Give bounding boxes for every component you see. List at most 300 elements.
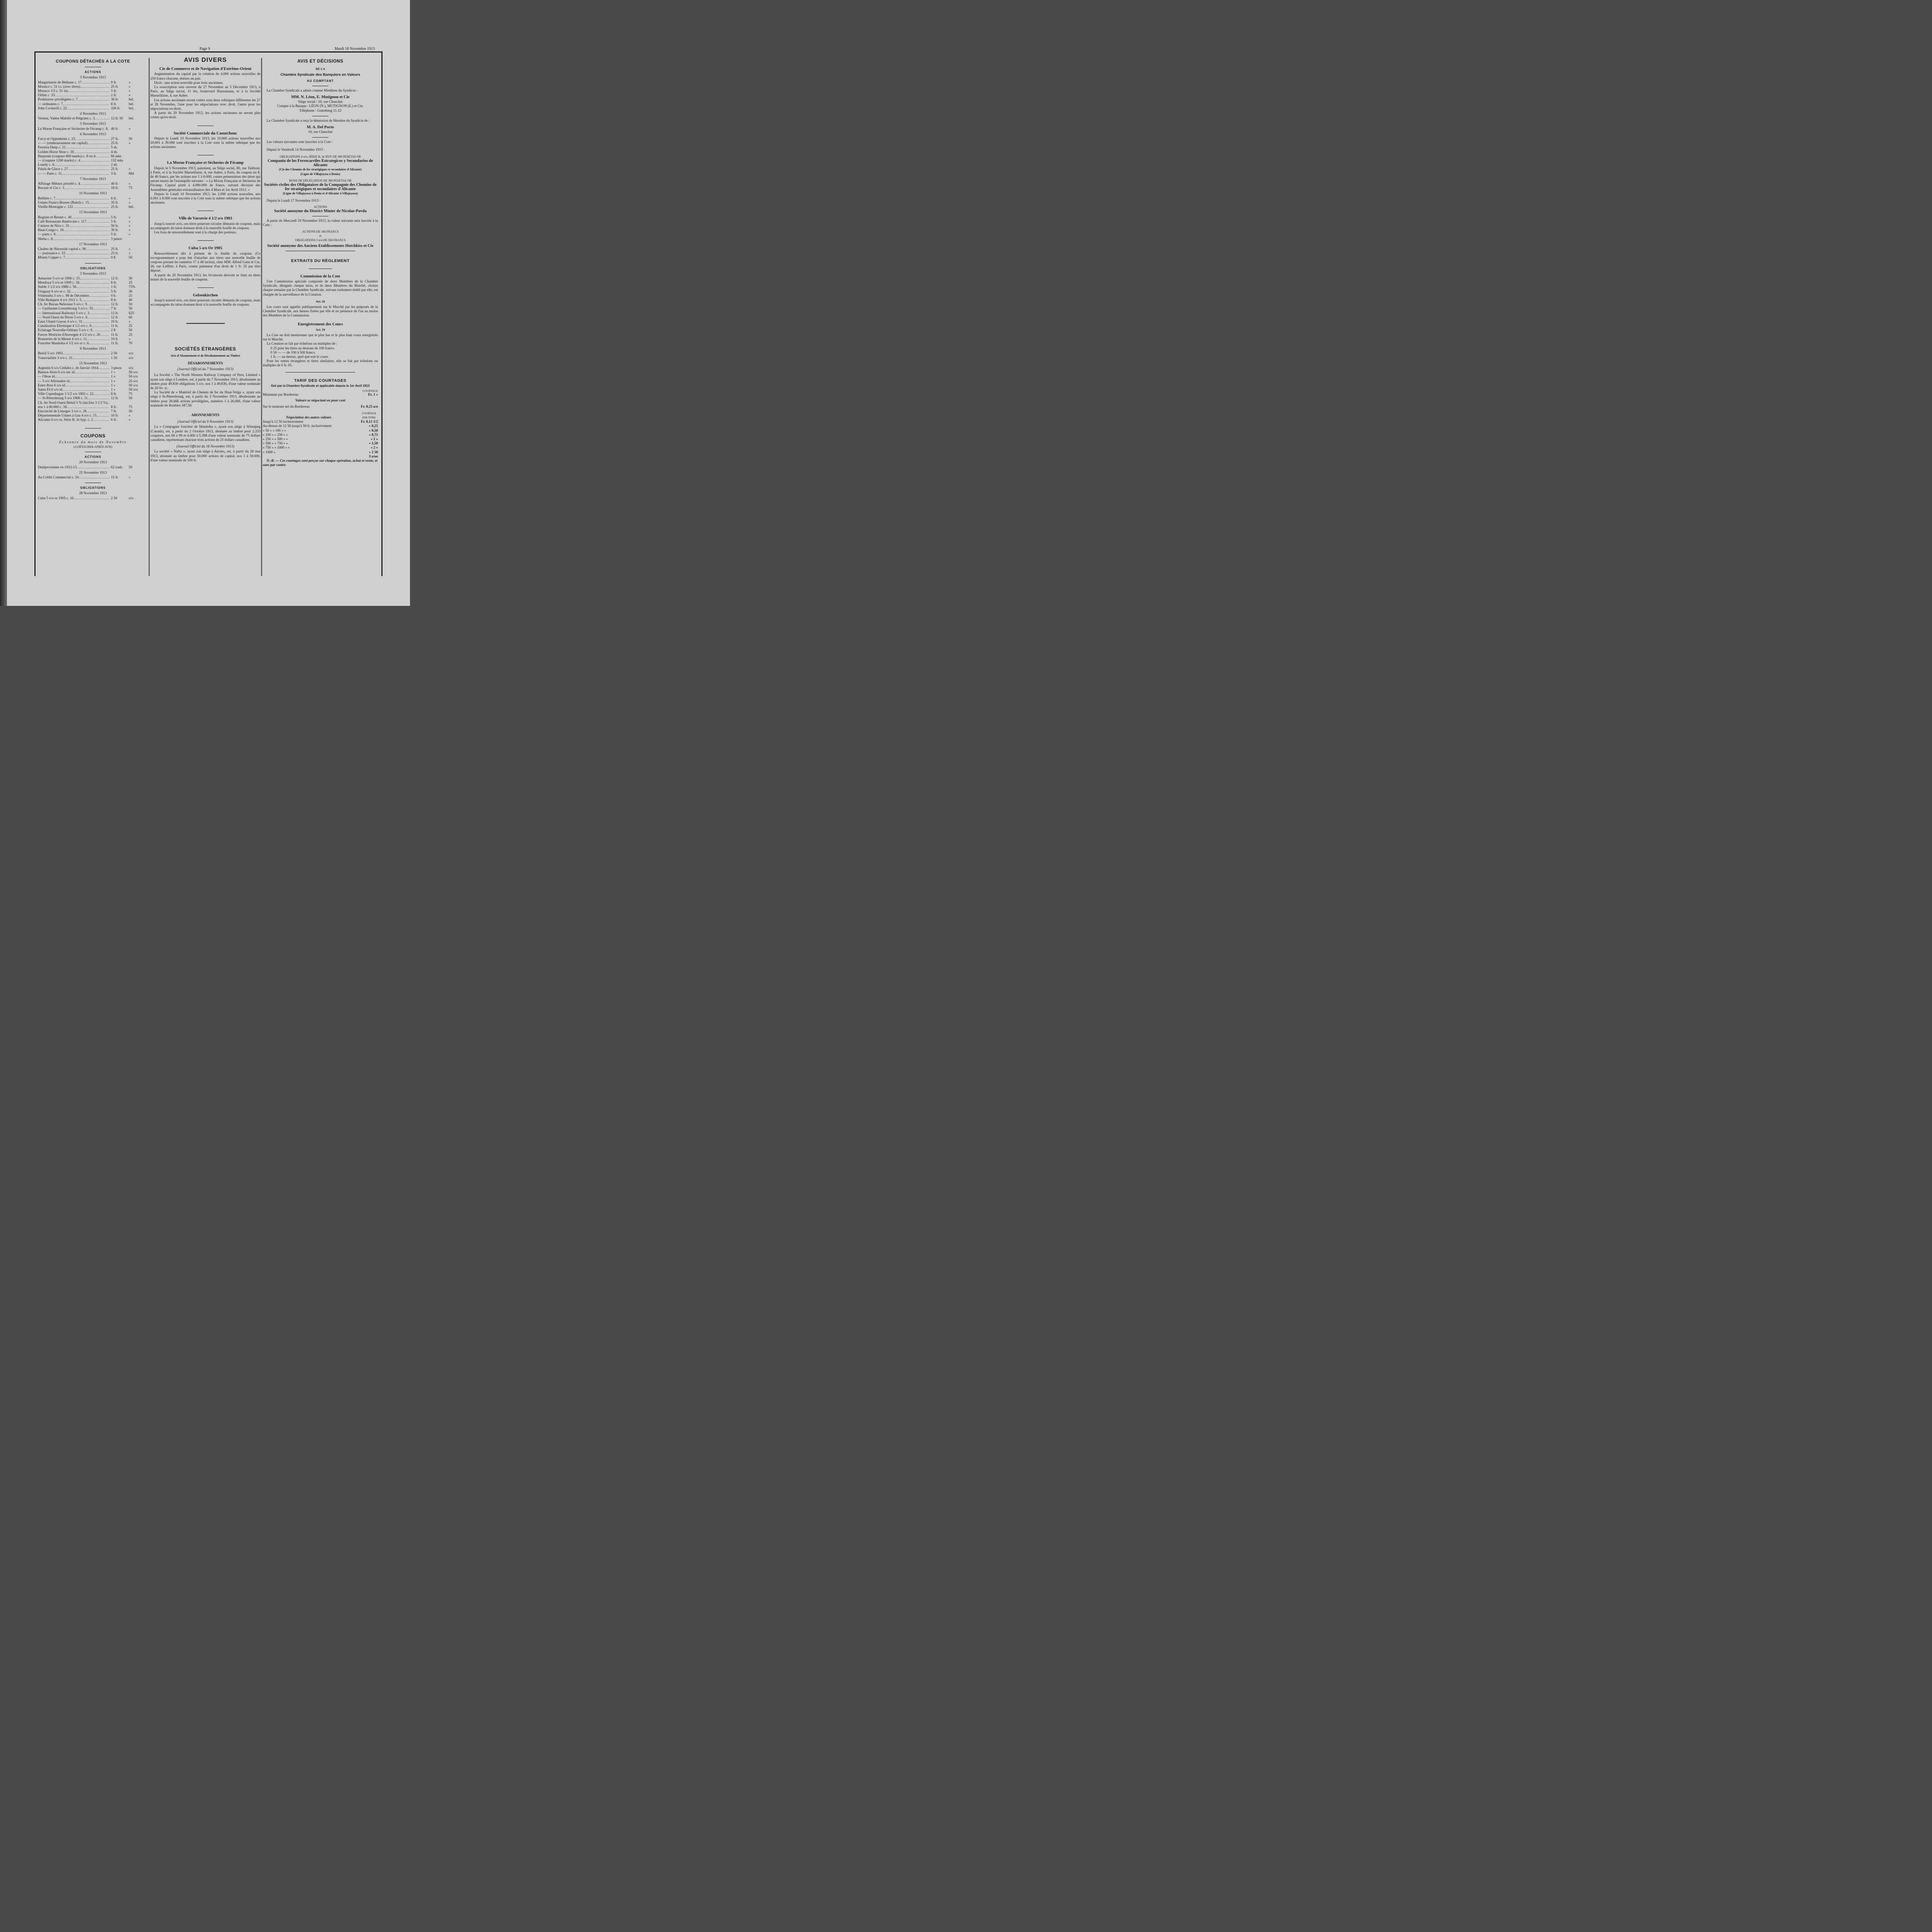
coupon-row (38, 356, 148, 361)
leader-dots (70, 290, 109, 294)
notice-paragraph: Depuis le 5 Novembre 1913, paiement, au Siège social, 80, rue Taitbout, à Paris, et à la Société Marseillaise, 4, rue Auber, à Paris, du coupon no 8, de 40 francs, par les actions nos 1 à 6.000, contre présentation des titres qui seront munis de l'estampille suivante : « La Morue Française et Sècheries de Fécamp. Capital porté à 4.000.000 de francs, suivant décision des Assemblées générales extraordinaires des 4 Mars et 1er Avril 1913. » (150, 166, 260, 192)
coupon-unit: » (129, 247, 131, 251)
notice-paragraph: Les actions anciennes seront cotées sous deux rubriques différentes les 27 et 28 Novembre, l'une pour les négociations avec droit, l'autre pour les négociations ex-droit. (150, 98, 260, 111)
notice-paragraph: Jusqu'à nouvel avis, ces titres pourront circuler démunis de coupons, mais accompagnés du talon donnant droit à la nouvelle feuille de coupons. (150, 222, 260, 230)
notice-body (150, 299, 260, 307)
notice-paragraph: A partir du 29 Novembre 1913, les actions anciennes ne seront plus cotées qu'ex-droit. (150, 111, 260, 120)
divider (197, 240, 214, 241)
coupon-amount: 132 mks (111, 159, 123, 163)
coupon-unit: » (129, 141, 131, 146)
coupon-name: Margarinerie de Béthune c. 17 (38, 80, 82, 85)
tarif-value: Fr. 1 » (368, 393, 378, 397)
coupon-amount: 25 fr. (111, 205, 119, 209)
coupon-amount: 5 sh. (111, 146, 118, 150)
date-heading: 15 Novembre 1913 (79, 361, 107, 366)
coupon-value (109, 220, 148, 224)
notice-paragraph: La société « Nafta », ayant son siège à Anvers, est, à partir du 28 mai 1913, abonnée au timbre pour 50.000 actions de capital, nos 1 à 50.000, d'une valeur nominale de 100 fr. (150, 450, 260, 463)
coupon-row (38, 216, 148, 220)
paragraph: A partir du Mercredi 19 Novembre 1913, la valeur suivante sera inscrite à la Cote : (263, 219, 378, 228)
coupon-unit: 60 (129, 315, 133, 320)
coupon-unit: o/o (129, 366, 133, 370)
paragraph: Une Commission spéciale composée de deux Membres de la Chambre Syndicale, désignés chaque mois, et de deux Membres du Marché, choisis chaque semaine par la Chambre Syndicale, suivant roulement établi par elle, est chargée de la surveillance de la Cotation. (263, 279, 378, 297)
coupon-name: Ch. fer Buzau-Nehoiasu 5 o/o c. 9 (38, 303, 87, 307)
coupon-value (109, 388, 148, 392)
leader-dots (79, 281, 109, 285)
coupon-name: Farcy et Oppenheim c. 23 (38, 137, 75, 141)
coupon-unit: » (129, 85, 131, 89)
coupon-amount: 2 50 (111, 496, 117, 500)
coupon-name: — Nord-Ouest du Pérou 5 o/o c. 6 (38, 315, 88, 320)
coupon-value (109, 233, 148, 237)
notice-title: Société Commerciale du Caoutchouc (173, 131, 237, 136)
coupon-row (38, 405, 148, 410)
coupon-value (109, 127, 148, 131)
coupon-unit: » (129, 252, 131, 256)
coupon-amount: 12 fr. (111, 303, 119, 307)
coupon-amount: 2 fr. (111, 94, 117, 98)
list-item: 0 25 pour les titres au dessous de 100 francs. (270, 346, 335, 350)
coupon-amount: 12 fr. (111, 396, 119, 401)
tarif-row (263, 446, 378, 450)
coupon-amount: 1 fr. (111, 285, 117, 289)
notice-body (150, 252, 260, 282)
coupon-name: Ferreira Deep c. 21 (38, 146, 66, 150)
leader-dots (77, 466, 109, 470)
coupon-name: Casinos de Nice c. 10 (38, 224, 69, 228)
coupon-row (38, 182, 148, 186)
coupon-unit: » (129, 182, 131, 186)
leader-dots (72, 356, 109, 361)
coupon-name: — St-Pétersbourg 5 o/o 1908 c. 11 (38, 396, 88, 401)
coupon-name: Eaux Chatel Guyon 4 o/o c. 31 (38, 320, 82, 324)
leader-dots (87, 337, 109, 342)
coupon-unit: » (129, 80, 131, 85)
coupon-name: Lonely c. 6 (38, 163, 54, 167)
leader-dots (76, 285, 109, 289)
coupon-amount: 2 $ (111, 328, 116, 333)
subsection-title: OBLIGATIONS (80, 486, 106, 490)
coupon-row (38, 159, 148, 163)
paragraph: La Cote ne doit mentionner que le plus bas et le plus haut cours enregistrés sur le Marché. (263, 333, 378, 342)
section-subtitle: Avis d'Abonnement et de Désabonnement au Timbre (170, 354, 240, 357)
leader-dots (89, 201, 109, 205)
coupon-name: Forces Motrices d'Auvergne 4 1/2 o/o c. 20 (38, 333, 100, 337)
paragraph: Depuis le Lundi 17 Novembre 1913 : (267, 199, 320, 203)
leader-dots (67, 107, 109, 111)
leader-dots (95, 155, 109, 159)
coupon-name: Départementale Usines à Gaz 4 o/o c. 15 (38, 414, 97, 418)
leader-dots (93, 418, 109, 422)
notice-title: Cie de Commerce et de Navigation d'Extrême-Orient (159, 67, 252, 71)
coupon-row (38, 205, 148, 209)
coupon-value (109, 366, 148, 371)
coupon-unit: 50 (129, 256, 133, 260)
paragraph: La Chambre Syndicale a reçu la démission de Membre du Syndicat de : (267, 119, 370, 123)
paragraph: Depuis le Vendredi 14 Novembre 1913 : (267, 148, 325, 152)
coupon-row (38, 375, 148, 379)
section-title: EXTRAITS DU RÈGLEMENT (291, 258, 350, 263)
coupon-value (109, 384, 148, 388)
tarif-table (263, 420, 378, 459)
coupon-unit: 50 (129, 137, 133, 141)
coupon-value (109, 224, 148, 228)
coupon-row (38, 107, 148, 111)
coupon-name: Bellière c. 7 (38, 196, 56, 201)
coupon-row (38, 328, 148, 333)
tarif-subhead: Négociation des autres valeurs (286, 415, 332, 420)
coupon-row (38, 224, 148, 228)
page-header (35, 46, 375, 52)
coupon-amount: 0 $ (111, 256, 116, 260)
leader-dots (69, 224, 109, 228)
coupon-name: Usines Franco-Russes (Baird) c. 15 (38, 201, 89, 205)
coupon-list (38, 497, 148, 501)
coupon-name: Electricité de Limoges 3 o/o c. 28 (38, 410, 87, 414)
coupon-value (109, 85, 148, 89)
coupon-row (38, 324, 148, 328)
coupon-amount: 5 fr. (111, 219, 117, 224)
coupon-unit: bel. (129, 98, 134, 102)
coupon-row (38, 396, 148, 401)
coupon-unit: » (129, 196, 131, 201)
coupon-row (38, 150, 148, 155)
company-name: Société anonyme des Anciens Etablissements Hotchkiss et Cie (267, 244, 374, 248)
coupon-value (109, 392, 148, 396)
coupon-unit: bel. (129, 106, 134, 111)
coupon-unit: 25 (129, 324, 133, 328)
section-title: AVIS ET DÉCISIONS (297, 59, 344, 64)
coupon-amount: 1 » (111, 379, 116, 383)
tarif-row (263, 451, 378, 455)
coupon-value (109, 163, 148, 167)
line-note: (Ligne de Villajoyosa à Denia et d'Alicante à Villajoyosa) (283, 192, 358, 196)
coupon-row (38, 85, 148, 89)
coupon-name: Amazone 5 o/o or 1906 c. 15 (38, 276, 80, 281)
notice-body (150, 167, 260, 206)
coupon-list (38, 476, 148, 480)
date-heading: 10 Novembre 1913 (79, 192, 107, 196)
coupon-row (38, 384, 148, 388)
coupon-value (109, 256, 148, 260)
coupon-row (38, 252, 148, 256)
coupon-amount: 30 fr. (111, 98, 119, 102)
member-address: 10, rue Chauchat (308, 130, 333, 134)
notice-paragraph: Les frais de renouvellement sont à la charge des porteurs. (154, 231, 237, 235)
coupon-amount: 30 fr. (111, 228, 119, 233)
coupon-name: Sheba c. 8 (38, 237, 53, 241)
coupon-row (38, 388, 148, 392)
coupon-value (109, 281, 148, 285)
coupon-value (109, 137, 148, 141)
leader-dots (71, 216, 109, 220)
coupon-value (109, 228, 148, 233)
coupon-amount: 15 fr. (111, 476, 119, 480)
coupon-name: Dniéprovienne ex-1912-13 (38, 465, 77, 469)
coupon-value (109, 146, 148, 150)
line-note: (Ligne de Villajoyosa à Denia) (300, 172, 340, 176)
leader-dots (86, 247, 109, 252)
date-heading: 17 Novembre 1913 (79, 242, 107, 247)
coupon-row (38, 410, 148, 414)
coupon-unit: 40 (129, 298, 133, 302)
list-item: 0 50 — — de 100 à 500 francs. (270, 350, 316, 355)
column-avis-divers (150, 57, 260, 463)
notice-paragraph: Droit : une action nouvelle pour trois anciennes. (154, 81, 224, 85)
coupon-name: Buenos Aires 6 o/o int. id. (38, 371, 76, 375)
chambre-title: Chambre Syndicale des Banquiers en Valeurs (280, 73, 361, 77)
tarif-row (263, 433, 378, 437)
notice-paragraph: Renouvellement dès à présent de la feuille de coupons (Ce recouponnement a pour but d'attacher aux titres une nouvelle feuille de coupons portant les numéros 17 à 48 inclus), chez MM. Alfred Gans et Cie, 26, rue Laffitte, à Paris, contre paiement d'un droit de 1 fr. 25 par titre déposé. (150, 252, 260, 273)
leader-dots (80, 85, 109, 89)
notice-body (150, 373, 260, 408)
subsection-title: AU COMPTANT (307, 79, 334, 83)
leader-dots (75, 137, 109, 141)
company-name: Société anonyme du District Minier de Nicolae-Pavda (274, 209, 367, 214)
coupon-value (109, 159, 148, 163)
listing-line: ACTIONS (313, 205, 327, 209)
tarif-value: » 1,50 (369, 442, 378, 446)
coupon-name: Suède 3 1/2 o/o 1886 c. 56 (38, 285, 77, 289)
leader-dots (87, 303, 109, 307)
coupon-name: Vénézuéla 3 o/o c. 98 de Décembre (38, 294, 89, 298)
coupon-row (38, 127, 148, 131)
coupon-amount: 2 50 (111, 352, 117, 356)
coupon-unit: 50 o/o (129, 375, 138, 379)
coupon-name: — ordinaires c. 7 (38, 102, 63, 106)
coupon-value (109, 342, 148, 346)
coupon-value (109, 167, 148, 172)
leader-dots (65, 252, 109, 256)
coupon-unit: » (129, 476, 131, 480)
coupon-amount: 25 fr. (111, 247, 119, 251)
coupon-name: Palais de Glace c. 27 (38, 167, 68, 172)
coupon-value (109, 303, 148, 307)
coupon-row (38, 352, 148, 356)
coupon-unit: 75 (129, 186, 133, 190)
coupon-unit: 75 (129, 392, 133, 396)
subsection-title: ABONNEMENTS (191, 413, 219, 417)
coupon-row (38, 414, 148, 418)
leader-dots (91, 324, 109, 328)
leader-dots (69, 89, 109, 94)
coupon-amount: 40 fr. (111, 182, 119, 186)
coupon-value (109, 410, 148, 414)
coupon-name: — Guillaume Luxembourg 3 o/o c. 55 (38, 307, 93, 311)
coupon-unit: » (129, 219, 131, 224)
coupon-unit: 50 o/o (129, 388, 138, 392)
leader-dots (63, 102, 109, 107)
coupon-value (109, 324, 148, 328)
leader-dots (87, 141, 109, 146)
section-subtitle: fixé par la Chambre Syndicale et applicable depuis le 1er Avril 1913 (271, 384, 370, 388)
coupon-list (38, 352, 148, 360)
notice-paragraph: Jusqu'à nouvel avis, ces titres pourront circuler démunis de coupons, mais accompagnés du talon donnant droit à la nouvelle feuille de coupons. (150, 299, 260, 307)
coupon-value (109, 356, 148, 361)
section-title: TARIF DES COURTAGES (294, 378, 347, 383)
coupon-unit: » (129, 224, 131, 228)
firm-name: MM. N. Léon, E. Mutignon et Cie (291, 95, 350, 100)
coupon-amount: 7 fr. (111, 410, 117, 414)
coupon-amount: 62 roub. (111, 465, 123, 469)
coupon-amount: 5 fr. (111, 89, 117, 94)
coupon-row (38, 197, 148, 201)
leader-dots (92, 328, 109, 333)
leader-dots (74, 150, 109, 155)
coupon-row (38, 155, 148, 159)
coupon-name: Bognier et Burnet c. 40 (38, 215, 72, 219)
coupon-amount: 3 pence (111, 237, 122, 241)
tarif-row (263, 405, 378, 409)
date-heading: 28 Novembre 1913 (79, 492, 107, 496)
coupon-amount: 12 fr. (111, 315, 119, 320)
leader-dots (79, 476, 109, 480)
coupon-amount: 3 pesos (111, 366, 122, 370)
coupon-value (109, 216, 148, 220)
coupon-amount: 100 fr. (111, 106, 121, 111)
coupon-amount: 6 fr. (111, 418, 117, 422)
header-date: Mardi 18 Novembre 1913 (334, 47, 375, 51)
coupon-amount: 1 » (111, 371, 116, 375)
leader-dots (63, 388, 109, 392)
coupon-value (109, 150, 148, 155)
coupon-value (109, 197, 148, 201)
leader-dots (98, 366, 109, 371)
rule-title: Enregistrement des Cours (298, 322, 343, 327)
date-heading: 6 Novembre 1913 (80, 132, 106, 136)
column-label: COURTAGE (362, 389, 378, 393)
listing-line: ACTIONS DE 100 FRANCS (302, 230, 339, 233)
coupon-name: — (coupure 1200 marks) c. 4 (38, 159, 80, 163)
coupon-name: Bocuze et Cie c. 3 (38, 186, 64, 190)
leader-dots (87, 410, 109, 414)
coupon-value (109, 205, 148, 209)
tarif-label: » 750 » » 1000 » » (263, 446, 290, 450)
coupon-amount: 27 fr. (111, 137, 119, 141)
coupon-row (38, 290, 148, 294)
coupon-amount: 5 fr. (111, 215, 117, 219)
coupon-unit: 75% (129, 285, 136, 289)
tarif-value: » 2 » (371, 446, 378, 450)
coupon-name: Transvaalien 3 o/o c. 21 (38, 356, 73, 360)
coupon-value (109, 252, 148, 256)
coupon-row (38, 401, 148, 405)
leader-dots (66, 146, 109, 150)
paragraph: Pour les rentes étrangères et titres similaires, elle se fait par échelons ou multiples de 0 fr. 05. (263, 359, 378, 368)
coupon-name: Au Crédit Commercial c. 10 (38, 476, 79, 480)
paragraph: Les cours sont appelés publiquement sur le Marché par les préposés de la Chambre Syndicale, aux heures fixées par elle et en présence de l'un au moins des Membres de la Commission. (263, 305, 378, 318)
date-heading: 25 Novembre 1913 (79, 471, 107, 475)
coupon-unit: » (129, 127, 131, 131)
notice-title: La Morue Française et Sècheries de Fécamp (167, 161, 244, 165)
coupon-amount: 7 fr. (111, 307, 117, 311)
subsection-title: OBLIGATIONS (80, 266, 106, 270)
leader-dots (87, 316, 109, 320)
coupon-value (109, 320, 148, 324)
coupon-name: Vieille-Montagne c. 122 (38, 205, 73, 209)
leader-dots (89, 342, 109, 346)
divider (85, 428, 101, 429)
coupon-list (38, 117, 148, 121)
coupon-unit: 25 (129, 281, 133, 285)
leader-dots (62, 172, 109, 176)
company-name: Sociétés civiles des Obligataires de la Compagnie des Chemins de fer stratégiques et secondaires d'Alicante (264, 183, 377, 192)
coupon-value (109, 337, 148, 342)
coupon-value (109, 155, 148, 159)
coupon-amount: 1 » (111, 375, 116, 379)
coupon-unit: bel. (129, 205, 134, 209)
notice-paragraph: La « Compagnie foncière de Manitoba », ayant son siège à Winnipeg (Canada), est, à partir du 2 Octobre 1913, abonnée au timbre pour 2.333 coupures, nos 66 à 99 et 4.000 à 5.398 d'une valeur nominale de 75 dollars canadiens, représentant chacune trois actions de 25 dollars canadiens. (150, 425, 260, 442)
coupon-row (38, 337, 148, 342)
leader-dots (94, 392, 109, 396)
notice-paragraph: Depuis le Lundi 10 Novembre 1913, les 2.000 actions nouvelles, nos 6.001 à 8.000 sont inscrites à la Cote sous la même rubrique que les actions anciennes. (150, 192, 260, 205)
coupon-unit: 625 (129, 311, 134, 315)
coupon-row (38, 497, 148, 501)
leader-dots (80, 159, 109, 163)
listing-line: et (319, 234, 321, 238)
coupon-name: Mendoza 5 o/o or 1909 c. 16 (38, 281, 80, 285)
coupon-amount: 66 mks (111, 154, 122, 158)
coupon-value (109, 285, 148, 289)
notice-paragraph: Depuis le Lundi 10 Novembre 1913, les 10.000 actions nouvelles nos 20.001 à 30.000 sont inscrites à la Cote sous la même rubrique que les actions anciennes. (150, 136, 260, 150)
coupon-list (38, 137, 148, 176)
coupon-amount: 10 fr. (111, 320, 119, 324)
notice-title: Gelsenkirchen (193, 293, 218, 298)
coupon-row (38, 476, 148, 480)
coupon-unit: 684 (129, 172, 134, 176)
divider (312, 137, 328, 138)
notice-title: Cuba 5 o/o Or 1905 (188, 246, 223, 251)
coupon-name: Golden Horse Shoe c. 30 (38, 150, 74, 154)
listing-line: OBLIGATIONS 4 o/o, SÉRIE B, 2e HYP. DE 300 PESETAS OR (279, 155, 361, 158)
coupon-unit: 50 (129, 396, 133, 401)
leader-dots (82, 81, 109, 85)
tarif-row (263, 429, 378, 433)
coupon-value (109, 476, 148, 480)
leader-dots (55, 197, 109, 201)
coupon-value (109, 107, 148, 111)
coupon-amount: 6 fr. (111, 281, 117, 285)
coupon-amount: 40 fr. (111, 127, 119, 131)
coupon-unit: o/o (129, 356, 133, 360)
notice-paragraph: Augmentation du capital par la création de 4.000 actions nouvelles de 250 francs chacune, émises au pair. (150, 72, 260, 81)
coupon-amount: 11 fr. (111, 324, 119, 328)
coupon-amount: 25 fr. (111, 252, 119, 256)
coupon-unit: 50 (129, 276, 133, 281)
coupon-value (109, 333, 148, 337)
tarif-row (263, 442, 378, 446)
leader-dots (65, 256, 109, 260)
leader-dots (70, 379, 109, 384)
leader-dots (68, 167, 109, 172)
coupon-unit: o/o (129, 352, 133, 356)
source-line: (Journal Officiel du 7 Novembre 1913) (177, 367, 234, 372)
article-number: Art. 16 (316, 299, 325, 303)
coupon-value (109, 375, 148, 379)
column-avis-decisions (263, 57, 378, 468)
newspaper-page (7, 0, 410, 606)
divider (186, 323, 225, 324)
coupon-unit: 25 o/o (129, 379, 138, 383)
tarif-value: Fr. 0,25 o/o (361, 405, 378, 409)
coupon-amount: 12 fr. (111, 311, 119, 315)
tarif-label: » 250 » » 500 » » (263, 437, 288, 441)
coupon-amount: 18 fr. (111, 186, 119, 190)
leader-dots (97, 414, 109, 418)
coupon-row (38, 117, 148, 121)
tarif-row (263, 393, 378, 397)
coupon-row (38, 285, 148, 289)
leader-dots (53, 237, 109, 242)
